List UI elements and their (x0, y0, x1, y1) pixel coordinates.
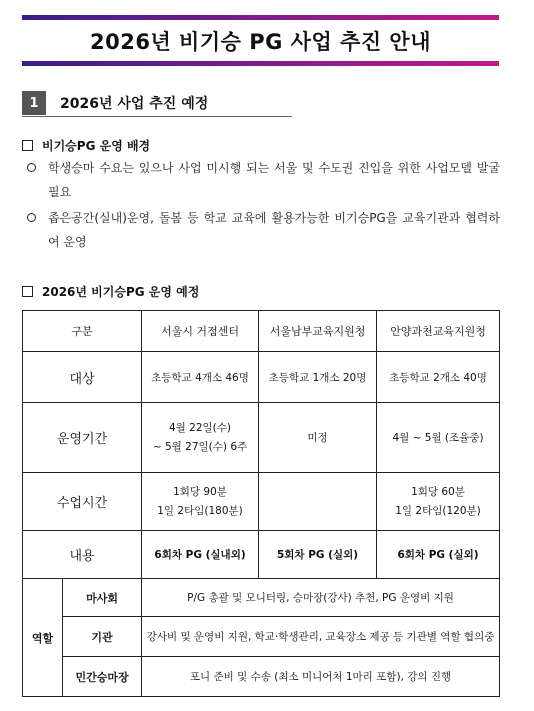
table-cell: 초등학교 4개소 46명 (142, 352, 259, 403)
role-name: 기관 (63, 617, 142, 657)
section-header (22, 90, 292, 117)
circle-bullet-icon (27, 163, 36, 172)
table-row (23, 531, 500, 579)
background-bullet-text: 좁은공간(실내)운영, 돌봄 등 학교 교육에 활용가능한 비기승PG을 교육기관과 협력하여 운영 (48, 211, 500, 249)
background-heading-text: 비기승PG 운영 배경 (42, 139, 151, 153)
table-row (23, 352, 500, 403)
table-cell: 5회차 PG (실외) (259, 531, 377, 579)
column-header: 안양과천교육지원청 (377, 311, 500, 352)
table-header-row (23, 311, 500, 352)
table-row (23, 657, 500, 697)
table-cell: 초등학교 2개소 40명 (377, 352, 500, 403)
column-header: 서울시 거점센터 (142, 311, 259, 352)
row-label: 내용 (23, 531, 142, 579)
role-description: 포니 준비 및 수송 (최소 미니어처 1마리 포함), 강의 진행 (142, 657, 500, 697)
table-cell: 6회차 PG (실내외) (142, 531, 259, 579)
table-cell: 6회차 PG (실외) (377, 531, 500, 579)
table-row (23, 403, 500, 473)
table-cell: 4월 22일(수) ~ 5월 27일(수) 6주 (142, 403, 259, 473)
background-bullet-1 (22, 156, 500, 204)
background-bullet-2 (22, 206, 500, 254)
square-bullet-icon (22, 286, 33, 297)
role-description: 강사비 및 운영비 지원, 학교·학생관리, 교육장소 제공 등 기관별 역할 협의중 (142, 617, 500, 657)
role-name: 마사회 (63, 579, 142, 617)
table-row (23, 617, 500, 657)
row-label: 수업시간 (23, 473, 142, 531)
column-header: 구분 (23, 311, 142, 352)
table-cell: 4월 ~ 5월 (조율중) (377, 403, 500, 473)
background-bullet-text: 학생승마 수요는 있으나 사업 미시행 되는 서울 및 수도권 진입을 위한 사업모델 발굴 필요 (48, 161, 500, 199)
table-cell: 미정 (259, 403, 377, 473)
square-bullet-icon (22, 140, 33, 151)
table-row (23, 473, 500, 531)
circle-bullet-icon (27, 213, 36, 222)
plan-heading-text: 2026년 비기승PG 운영 예정 (42, 285, 200, 299)
plan-heading (22, 283, 199, 300)
page-title: 2026년 비기승 PG 사업 추진 안내 (90, 30, 431, 54)
plan-table (22, 310, 500, 697)
table-cell: 1회당 60분 1일 2타임(120분) (377, 473, 500, 531)
section-title: 2026년 사업 추진 예정 (60, 96, 209, 112)
title-bottom-bar (22, 61, 499, 66)
row-label: 대상 (23, 352, 142, 403)
table-cell: 초등학교 1개소 20명 (259, 352, 377, 403)
column-header: 서울남부교육지원청 (259, 311, 377, 352)
table-cell (259, 473, 377, 531)
table-row (23, 579, 500, 617)
role-description: P/G 총괄 및 모니터링, 승마장(강사) 추천, PG 운영비 지원 (142, 579, 500, 617)
roles-label: 역할 (23, 579, 63, 697)
background-heading (22, 137, 150, 154)
table-cell: 1회당 90분 1일 2타임(180분) (142, 473, 259, 531)
section-number: 1 (22, 91, 46, 115)
row-label: 운영기간 (23, 403, 142, 473)
title-top-bar (22, 15, 499, 20)
role-name: 민간승마장 (63, 657, 142, 697)
